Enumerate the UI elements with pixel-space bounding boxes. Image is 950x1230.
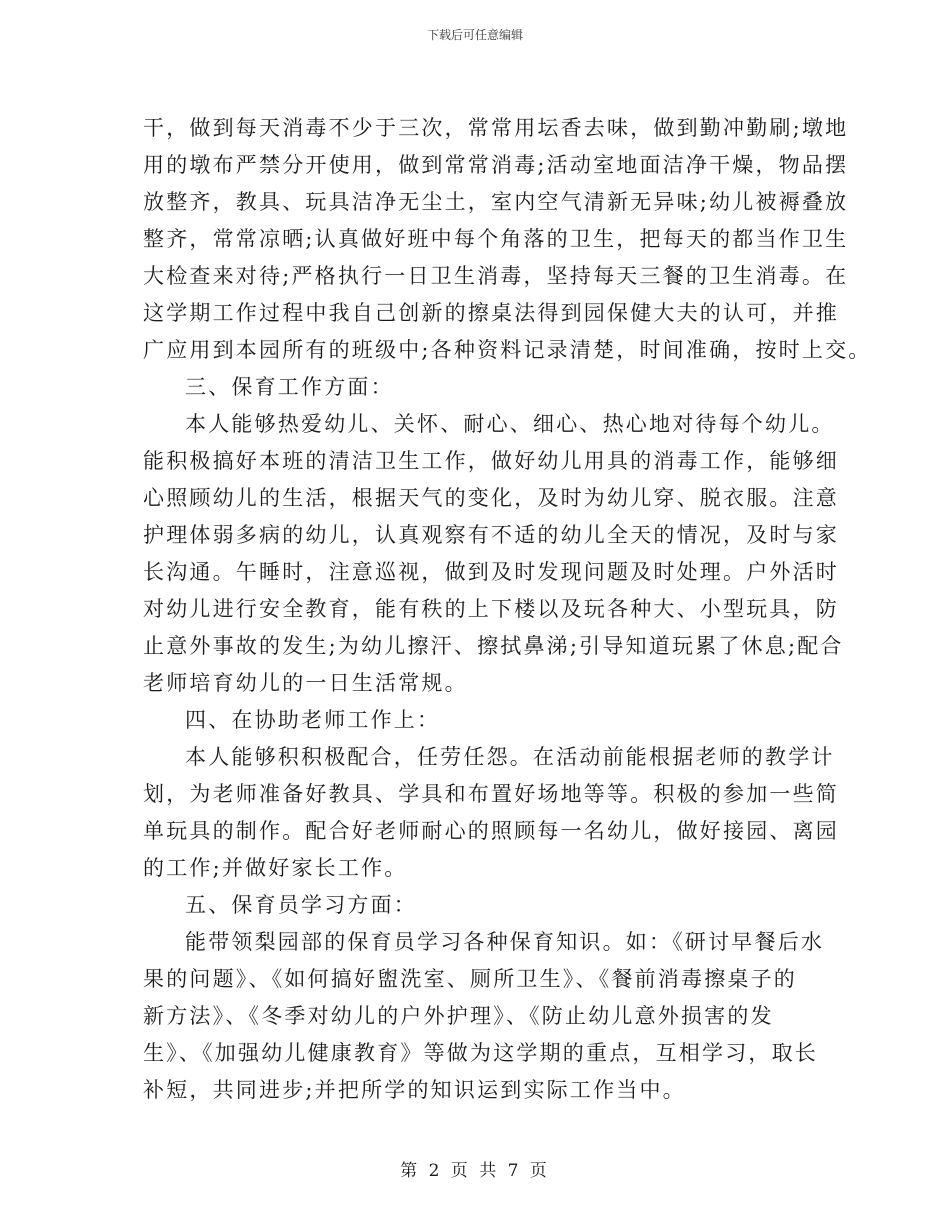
body-line: 护理体弱多病的幼儿，认真观察有不适的幼儿全天的情况，及时与家 — [143, 523, 839, 547]
paragraph-first-line: 能带领梨园部的保育员学习各种保育知识。如：《研讨早餐后水 — [185, 930, 825, 954]
body-line: 老师培育幼儿的一日生活常规。 — [143, 671, 468, 695]
section-heading: 五、保育员学习方面： — [185, 893, 417, 917]
body-line: 心照顾幼儿的生活，根据天气的变化，及时为幼儿穿、脱衣服。注意 — [143, 486, 839, 510]
body-line: 止意外事故的发生;为幼儿擦汗、擦拭鼻涕;引导知道玩累了休息;配合 — [143, 634, 844, 658]
body-line: 新方法》、《冬季对幼儿的户外护理》、《防止幼儿意外损害的发 — [143, 1004, 774, 1028]
body-line: 生》、《加强幼儿健康教育》等做为这学期的重点，互相学习，取长 — [143, 1041, 818, 1065]
body-line: 补短，共同进步;并把所学的知识运到实际工作当中。 — [143, 1078, 686, 1102]
body-line: 大检查来对待;严格执行一日卫生消毒，坚持每天三餐的卫生消毒。在 — [143, 264, 849, 288]
body-line: 放整齐，教具、玩具洁净无尘土，室内空气清新无异味;幼儿被褥叠放 — [143, 190, 849, 214]
page-header: 下载后可任意编辑 — [426, 28, 523, 42]
body-line: 对幼儿进行安全教育，能有秩的上下楼以及玩各种大、小型玩具，防 — [143, 597, 839, 621]
body-line: 整齐，常常凉晒;认真做好班中每个角落的卫生，把每天的都当作卫生 — [143, 227, 849, 251]
section-heading: 四、在协助老师工作上： — [185, 708, 441, 732]
body-line: 用的墩布严禁分开使用，做到常常消毒;活动室地面洁净干燥，物品摆 — [143, 153, 849, 177]
paragraph-first-line: 本人能够积积极配合，任劳任怨。在活动前能根据老师的教学计 — [185, 745, 835, 769]
body-line: 果的问题》、《如何搞好盥洗室、厕所卫生》、《餐前消毒擦桌子的 — [143, 967, 797, 991]
body-line: 单玩具的制作。配合好老师耐心的照顾每一名幼儿，做好接园、离园 — [143, 819, 839, 843]
document-body — [143, 110, 872, 1109]
body-line: 的工作;并做好家长工作。 — [143, 856, 408, 880]
paragraph-first-line: 本人能够热爱幼儿、关怀、耐心、细心、热心地对待每个幼儿。 — [185, 412, 835, 436]
section-heading: 三、保育工作方面： — [185, 375, 394, 399]
body-line: 广应用到本园所有的班级中;各种资料记录清楚，时间准确，按时上交。 — [143, 338, 872, 362]
body-line: 干，做到每天消毒不少于三次，常常用坛香去味，做到勤冲勤刷;墩地 — [143, 116, 849, 140]
body-line: 这学期工作过程中我自己创新的擦桌法得到园保健大夫的认可，并推 — [143, 301, 839, 325]
body-line: 长沟通。午睡时，注意巡视，做到及时发现问题及时处理。户外活时 — [143, 560, 839, 584]
page-number: 第 2 页 共 7 页 — [400, 1161, 550, 1181]
body-line: 划，为老师准备好教具、学具和布置好场地等等。积极的参加一些简 — [143, 782, 839, 806]
body-line: 能积极搞好本班的清洁卫生工作，做好幼儿用具的消毒工作，能够细 — [143, 449, 839, 473]
